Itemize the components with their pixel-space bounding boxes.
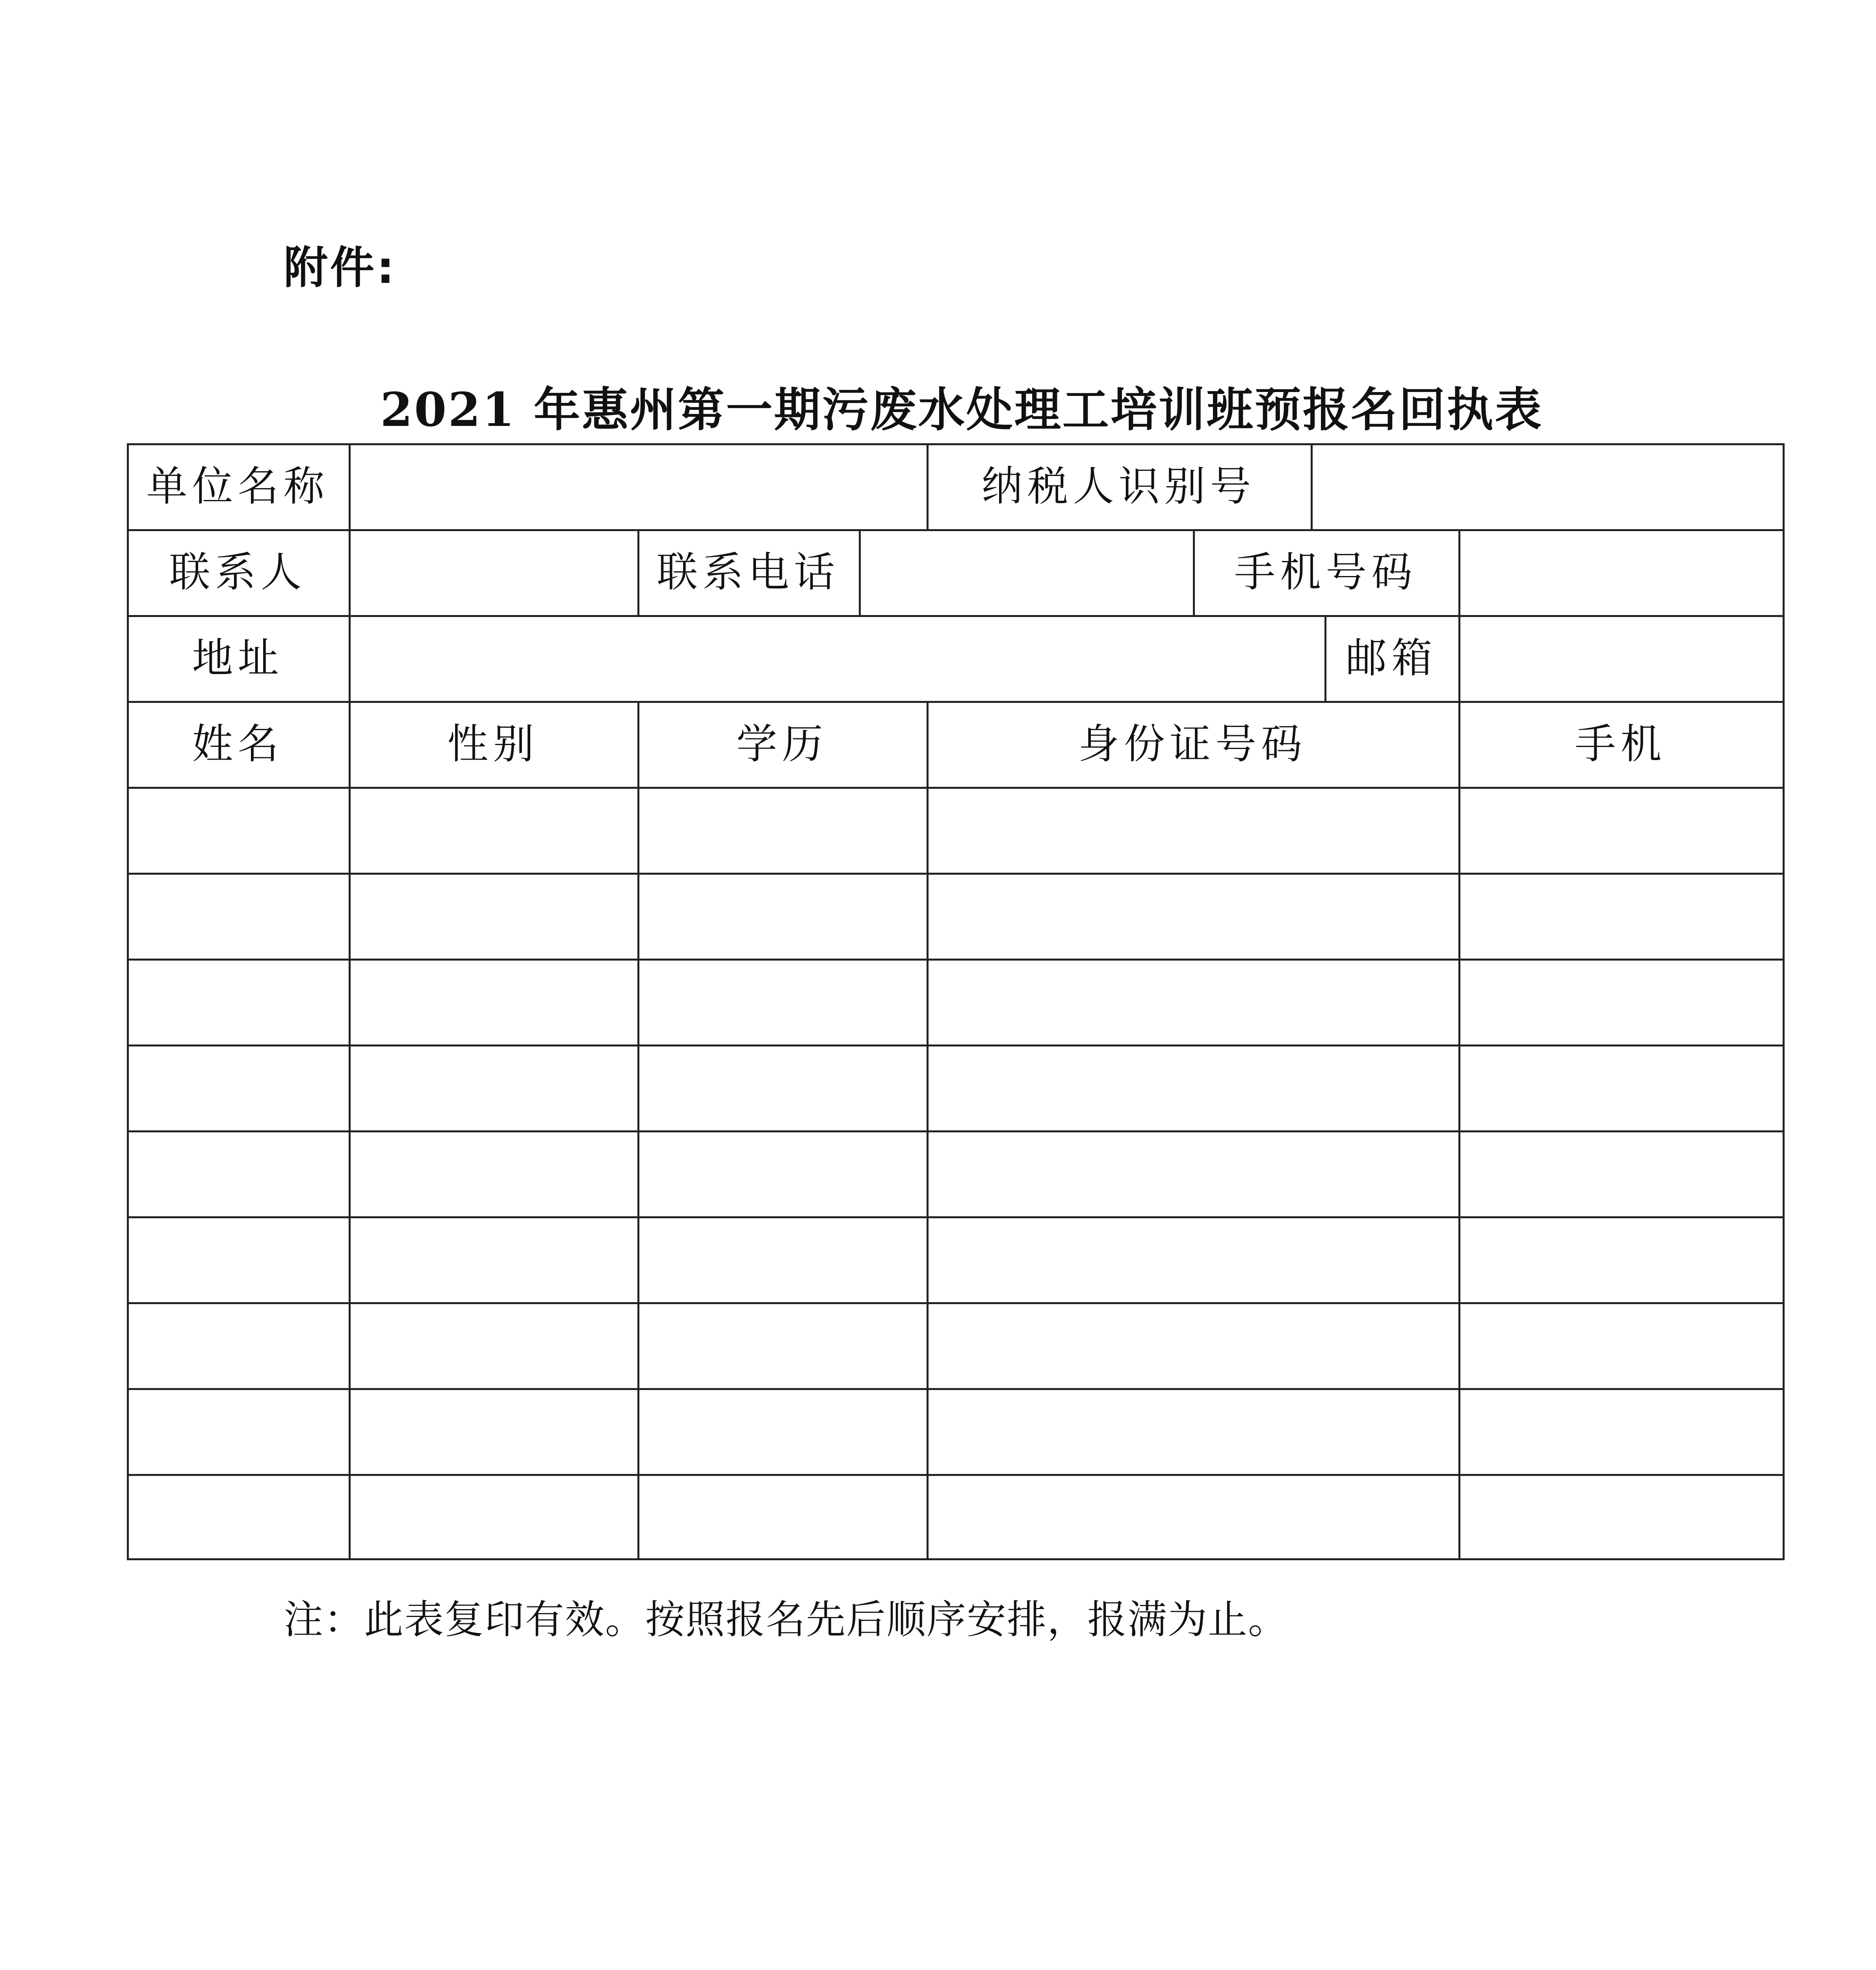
table-row[interactable] [129, 1046, 1783, 1132]
table-row[interactable] [129, 961, 1783, 1046]
mobile-number-field[interactable] [1460, 531, 1781, 617]
unit-name-label: 单位名称 [146, 462, 329, 510]
table-row[interactable] [129, 1304, 1783, 1390]
contact-label: 联系人 [169, 548, 306, 596]
contact-phone-label: 联系电话 [656, 548, 840, 596]
form-title: 2021 年惠州第一期污废水处理工培训班预报名回执表 [380, 382, 1543, 437]
attachment-label: 附件: [284, 242, 397, 294]
table-row[interactable] [129, 1390, 1783, 1476]
table-rule [127, 1558, 1785, 1560]
tax-id-label: 纳税人识别号 [981, 462, 1256, 510]
column-header-gender: 性别 [447, 720, 539, 768]
table-row[interactable] [129, 875, 1783, 961]
contact-field[interactable] [351, 531, 636, 617]
column-header-mobile: 手机 [1575, 720, 1666, 768]
email-field[interactable] [1460, 617, 1781, 703]
email-label: 邮箱 [1345, 634, 1437, 682]
unit-name-field[interactable] [351, 445, 926, 531]
address-label: 地址 [192, 634, 284, 682]
address-field[interactable] [351, 617, 1324, 703]
table-row[interactable] [129, 1132, 1783, 1218]
tax-id-field[interactable] [1313, 445, 1781, 531]
mobile-number-label: 手机号码 [1234, 548, 1417, 596]
form-note: 注：此表复印有效。按照报名先后顺序安排，报满为止。 [284, 1596, 1288, 1643]
table-row[interactable] [129, 1476, 1783, 1558]
table-row[interactable] [129, 1218, 1783, 1304]
column-header-id-number: 身份证号码 [1078, 720, 1307, 768]
table-rule [1783, 443, 1785, 1560]
column-header-education: 学历 [736, 720, 828, 768]
column-header-name: 姓名 [192, 720, 284, 768]
registration-form-table [127, 443, 1785, 1560]
contact-phone-field[interactable] [861, 531, 1192, 617]
table-row[interactable] [129, 789, 1783, 875]
